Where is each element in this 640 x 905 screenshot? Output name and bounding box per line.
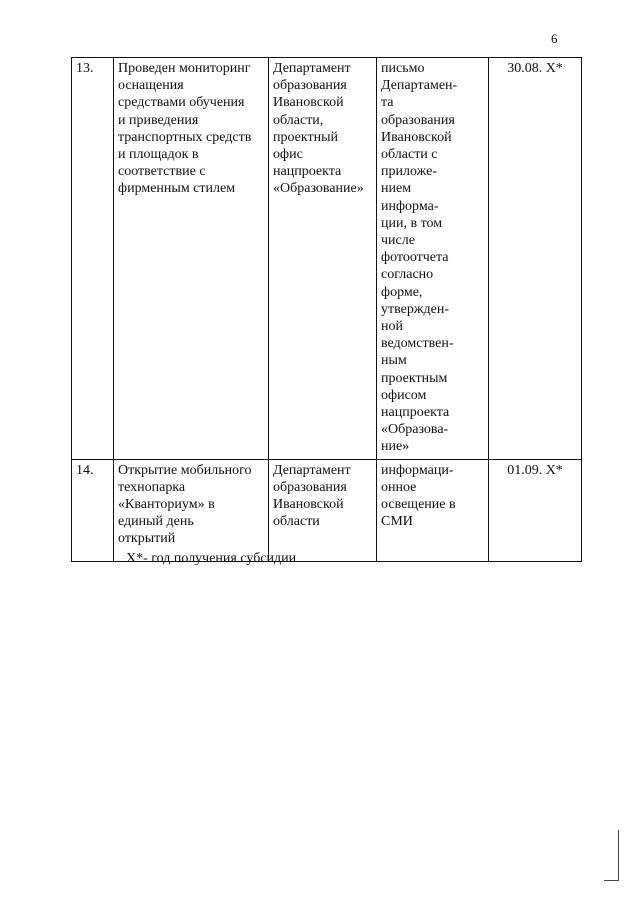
responsible-cell: Департамент образования Ивановской области, проектный офис нацпроекта «Образование» [269, 58, 377, 460]
activity-cell: Проведен мониторинг оснащения средствами обучения и приведения транспортных средств и площадок в соответствие с фирменным стилем [114, 58, 269, 460]
footnote: Х*- год получения субсидии [126, 551, 297, 566]
events-table [71, 57, 582, 562]
margin-scan-mark [604, 830, 619, 881]
date-cell: 01.09. Х* [489, 459, 582, 561]
table-row [72, 459, 582, 561]
page-number: 6 [551, 31, 558, 46]
responsible-cell: Департамент образования Ивановской области [269, 459, 377, 561]
activity-cell: Открытие мобильного технопарка «Кванториум» в единый день открытий [114, 459, 269, 561]
row-number-cell: 13. [72, 58, 114, 460]
row-number-cell: 14. [72, 459, 114, 561]
date-cell: 30.08. Х* [489, 58, 582, 460]
result-cell: письмо Департамен- та образования Ивановской области с приложе- нием информа- ции, в том числе фотоотчета согласно форме, утвержден- ной ведомствен- ным проектным офисом нацпроекта «Образова- ние» [377, 58, 489, 460]
table-row [72, 58, 582, 460]
result-cell: информаци- онное освещение в СМИ [377, 459, 489, 561]
